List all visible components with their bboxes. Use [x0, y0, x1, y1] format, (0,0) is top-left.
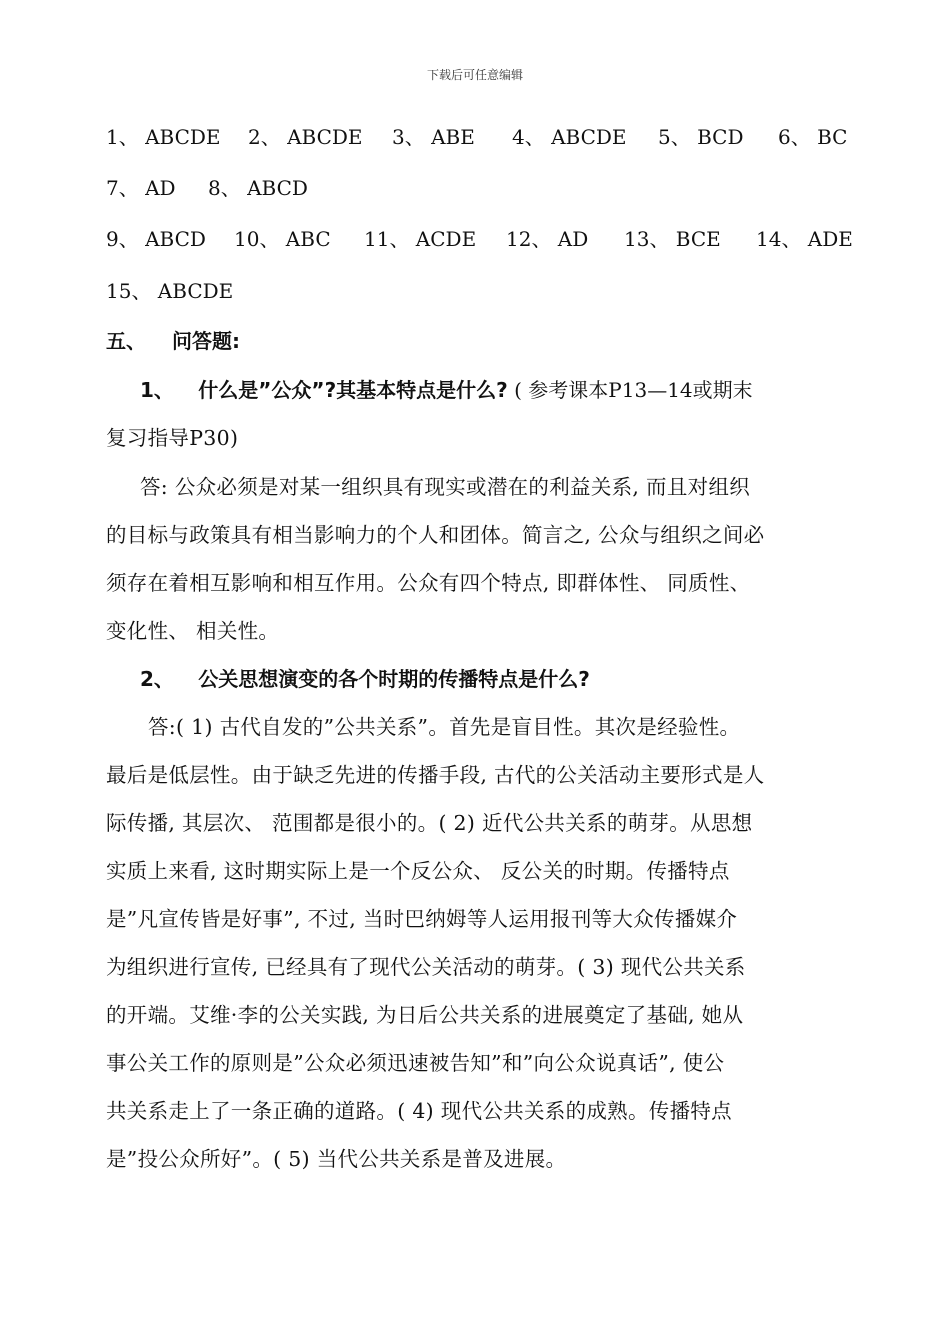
question-reference: ( 参考课本P13—14或期末	[514, 378, 753, 402]
answer-item: 11、 ACDE	[364, 227, 477, 251]
answer-item: 5、 BCD	[658, 125, 744, 149]
answer-paragraph-line: 实质上来看, 这时期实际上是一个反公众、 反公关的时期。传播特点	[106, 859, 730, 883]
answer-item: 2、 ABCDE	[248, 125, 363, 149]
question-number: 1、	[140, 378, 174, 402]
answer-item: 13、 BCE	[624, 227, 721, 251]
answer-item: 4、 ABCDE	[512, 125, 627, 149]
answer-paragraph-line: 为组织进行宣传, 已经具有了现代公关活动的萌芽。( 3) 现代公共关系	[106, 955, 746, 979]
answer-paragraph-line: 的开端。艾维·李的公关实践, 为日后公共关系的进展奠定了基础, 她从	[106, 1003, 744, 1027]
answer-row	[106, 276, 866, 306]
answer-paragraph-line: 的目标与政策具有相当影响力的个人和团体。简言之, 公众与组织之间必	[106, 523, 765, 547]
answer-item: 10、 ABC	[234, 227, 331, 251]
question-2	[140, 664, 590, 694]
page-header: 下载后可任意编辑	[426, 68, 523, 82]
answer-paragraph-line: 共关系走上了一条正确的道路。( 4) 现代公共关系的成熟。传播特点	[106, 1099, 732, 1123]
answer-paragraph-line: 最后是低层性。由于缺乏先进的传播手段, 古代的公关活动主要形式是人	[106, 763, 765, 787]
answer-row	[106, 173, 866, 203]
answer-paragraph-line: 须存在着相互影响和相互作用。公众有四个特点, 即群体性、 同质性、	[106, 571, 751, 595]
answer-paragraph-line: 答: 公众必须是对某一组织具有现实或潜在的利益关系, 而且对组织	[140, 475, 751, 499]
question-reference-cont: 复习指导P30)	[106, 426, 239, 450]
answer-item: 1、 ABCDE	[106, 125, 221, 149]
answer-item: 14、 ADE	[756, 227, 853, 251]
answer-paragraph-line: 答:( 1) 古代自发的”公共关系”。首先是盲目性。其次是经验性。	[148, 715, 741, 739]
section-title	[106, 326, 240, 356]
answer-item: 6、 BC	[778, 125, 848, 149]
answer-row	[106, 224, 866, 254]
answer-paragraph-line: 际传播, 其层次、 范围都是很小的。( 2) 近代公共关系的萌芽。从思想	[106, 811, 753, 835]
answer-paragraph-line: 变化性、 相关性。	[106, 619, 280, 643]
question-text: 公关思想演变的各个时期的传播特点是什么?	[198, 667, 590, 691]
answer-item: 3、 ABE	[392, 125, 475, 149]
answer-item: 7、 AD	[106, 176, 176, 200]
answer-item: 12、 AD	[506, 227, 589, 251]
question-1	[140, 375, 753, 405]
answer-item: 9、 ABCD	[106, 227, 206, 251]
answer-paragraph-line: 是”投公众所好”。( 5) 当代公共关系是普及进展。	[106, 1147, 567, 1171]
question-text: 什么是”公众”?其基本特点是什么?	[198, 378, 508, 402]
answer-paragraph-line: 事公关工作的原则是”公众必须迅速被告知”和”向公众说真话”, 使公	[106, 1051, 725, 1075]
question-number: 2、	[140, 667, 174, 691]
answer-paragraph-line: 是”凡宣传皆是好事”, 不过, 当时巴纳姆等人运用报刊等大众传播媒介	[106, 907, 738, 931]
answer-row	[106, 122, 866, 152]
section-number: 五、	[106, 329, 146, 353]
answer-item: 15、 ABCDE	[106, 279, 234, 303]
answer-item: 8、 ABCD	[208, 176, 308, 200]
section-heading: 问答题:	[172, 329, 240, 353]
